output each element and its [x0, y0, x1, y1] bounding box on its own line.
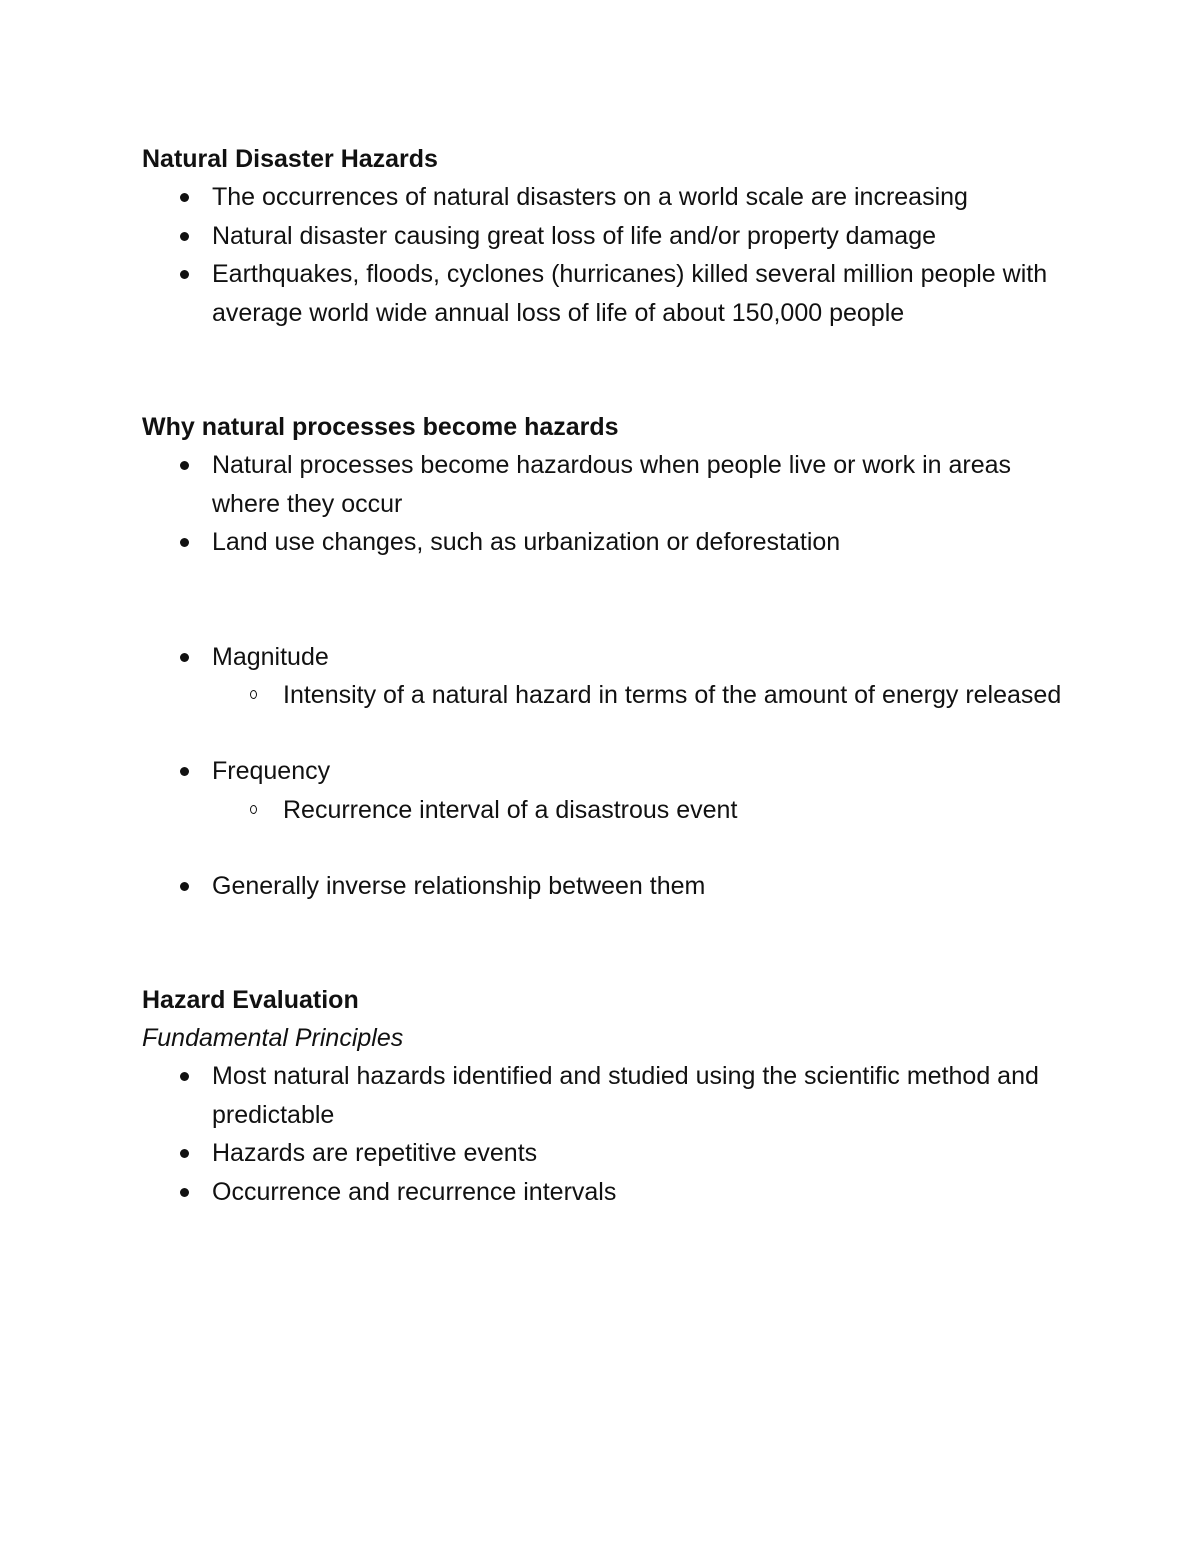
sub-list-item	[212, 791, 1062, 829]
sub-list-item	[212, 676, 1062, 714]
open-bullet-icon	[250, 805, 257, 814]
bullet-list	[142, 752, 1062, 829]
bullet-list	[142, 178, 1062, 332]
bullet-icon	[180, 882, 189, 891]
list-item-text: Frequency	[212, 757, 331, 785]
bullet-icon	[180, 1149, 189, 1158]
section-heading-natural-disaster-hazards: Natural Disaster Hazards	[142, 145, 438, 173]
bullet-icon	[180, 193, 189, 202]
list-item	[142, 217, 1062, 256]
list-item	[142, 1173, 1062, 1212]
bullet-icon	[180, 232, 189, 241]
section-heading-why-natural-processes: Why natural processes become hazards	[142, 413, 619, 441]
list-item	[142, 1057, 1062, 1134]
bullet-icon	[180, 538, 189, 547]
list-item-text: Occurrence and recurrence intervals	[212, 1177, 617, 1206]
list-item-text: Natural processes become hazardous when people live or work in areas where they occur	[212, 451, 1012, 518]
spacer	[142, 562, 1062, 638]
sub-bullet-list	[212, 791, 1062, 829]
open-bullet-icon	[250, 690, 257, 699]
bullet-list	[142, 867, 1062, 906]
sub-bullet-list	[212, 676, 1062, 714]
list-item-text: Natural disaster causing great loss of life and/or property damage	[212, 221, 936, 250]
document-page	[142, 140, 1062, 1211]
bullet-list	[142, 638, 1062, 715]
spacer	[142, 714, 1062, 752]
spacer	[142, 829, 1062, 867]
list-item	[142, 867, 1062, 906]
list-item-text: Generally inverse relationship between them	[212, 871, 706, 900]
spacer	[142, 905, 1062, 981]
bullet-icon	[180, 653, 189, 662]
bullet-icon	[180, 270, 189, 279]
list-item-text: Most natural hazards identified and studied using the scientific method and predictable	[212, 1062, 1039, 1129]
bullet-icon	[180, 461, 189, 470]
list-item-magnitude	[142, 638, 1062, 715]
list-item	[142, 523, 1062, 562]
bullet-icon	[180, 767, 189, 776]
list-item-text: Land use changes, such as urbanization or deforestation	[212, 528, 841, 556]
spacer	[142, 332, 1062, 408]
list-item-text: Earthquakes, floods, cyclones (hurricanes) killed several million people with average world wide annual loss of life of about 150,000 people	[212, 260, 1048, 327]
list-item	[142, 178, 1062, 217]
sub-list-item-text: Intensity of a natural hazard in terms of the amount of energy released	[283, 681, 1062, 709]
section-heading-hazard-evaluation: Hazard Evaluation	[142, 986, 359, 1014]
section-subheading-fundamental-principles: Fundamental Principles	[142, 1024, 404, 1052]
list-item	[142, 255, 1062, 332]
bullet-icon	[180, 1072, 189, 1081]
list-item-frequency	[142, 752, 1062, 829]
list-item-text: The occurrences of natural disasters on a world scale are increasing	[212, 183, 968, 211]
bullet-icon	[180, 1188, 189, 1197]
bullet-list	[142, 1057, 1062, 1211]
list-item	[142, 1134, 1062, 1173]
list-item-text: Hazards are repetitive events	[212, 1139, 538, 1167]
list-item	[142, 446, 1062, 523]
list-item-text: Magnitude	[212, 642, 329, 671]
bullet-list	[142, 446, 1062, 562]
sub-list-item-text: Recurrence interval of a disastrous event	[283, 795, 738, 824]
